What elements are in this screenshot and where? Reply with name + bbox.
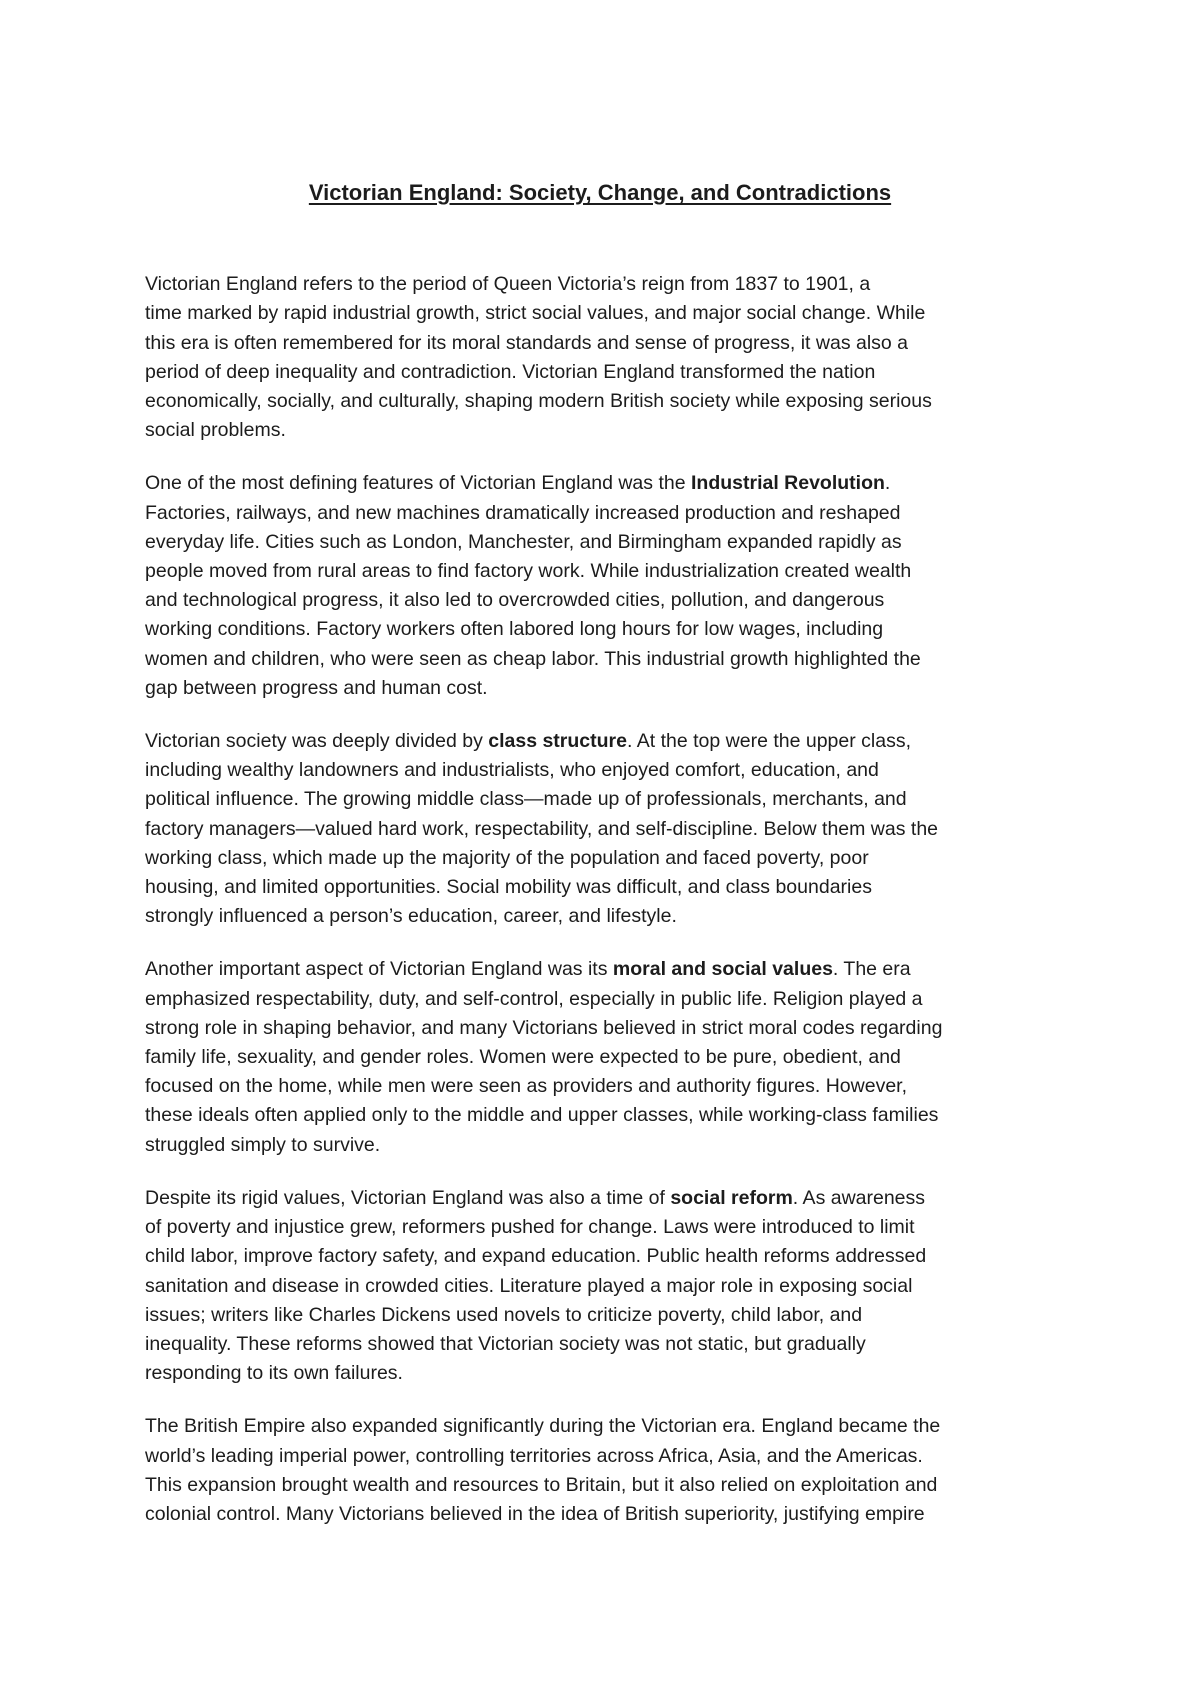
paragraph-text: One of the most defining features of Victorian England was the [145,472,691,495]
document-title: Victorian England: Society, Change, and Contradictions [308,180,892,205]
paragraph-text: Victorian society was deeply divided by [145,730,489,753]
paragraph-text: Another important aspect of Victorian England was its [145,958,613,981]
paragraph-text: . Factories, railways, and new machines dramatically increased production and reshaped everyday life. Cities such as London, Manchester, and Birmingham expanded rapidly as people moved from rural areas to find factory work. While industrialization created wealth and technological progress, it also led to overcrowded cities, pollution, and dangerous working conditions. Factory workers often labored long hours for low wages, including women and children, who were seen as cheap labor. This industrial growth highlighted the gap between progress and human cost. [145,472,921,699]
paragraph-industrial-revolution [145,469,1065,703]
paragraph-intro [145,241,1065,445]
bold-term: Industrial Revolution [690,472,885,495]
paragraph-text: . As awareness of poverty and injustice grew, reformers pushed for change. Laws were introduced to limit child labor, improve factory safety, and expand education. Public health reforms addressed sanitation and disease in crowded cities. Literature played a major role in exposing social issues; writers like Charles Dickens used novels to criticize poverty, child labor, and inequality. These reforms showed that Victorian society was not static, but gradually responding to its own failures. [145,1186,927,1385]
paragraph-social-reform [145,1184,1065,1388]
paragraph-class-structure [145,727,1065,931]
paragraph-moral-values [145,955,1065,1159]
paragraph-british-empire [145,1412,1065,1529]
paragraph-text: . At the top were the upper class, including wealthy landowners and industrialists, who enjoyed comfort, education, and political influence. The growing middle class—made up of professionals, merchants, and factory managers—valued hard work, respectability, and self-discipline. Below them was the working class, which made up the majority of the population and faced poverty, poor housing, and limited opportunities. Social mobility was difficult, and class boundaries strongly influenced a person’s education, career, and lifestyle. [145,730,939,928]
paragraph-text: Victorian England refers to the period of Queen Victoria’s reign from 1837 to 1901, a time marked by rapid industrial growth, strict social values, and major social change. While this era is often remembered for its moral standards and sense of progress, it was also a period of deep inequality and contradiction. Victorian England transformed the nation economically, socially, and culturally, shaping modern British society while exposing serious social problems. [145,273,932,442]
bold-term: class structure [488,730,627,753]
paragraph-text: Despite its rigid values, Victorian England was also a time of [145,1186,671,1209]
paragraph-text: . The era emphasized respectability, duty, and self-control, especially in public life. Religion played a strong role in shaping behavior, and many Victorians believed in strict moral codes regarding family life, sexuality, and gender roles. Women were expected to be pure, obedient, and focused on the home, while men were seen as providers and authority figures. However, these ideals often applied only to the middle and upper classes, while working-class families struggled simply to survive. [145,958,943,1156]
bold-term: social reform [670,1186,793,1209]
bold-term: moral and social values [612,958,833,981]
document-body [145,241,1065,1553]
paragraph-text: The British Empire also expanded significantly during the Victorian era. England became the world’s leading imperial power, controlling territories across Africa, Asia, and the Americas. This expansion brought wealth and resources to Britain, but it also relied on exploitation and colonial control. Many Victorians believed in the idea of British superiority, justifying empire [145,1415,941,1525]
